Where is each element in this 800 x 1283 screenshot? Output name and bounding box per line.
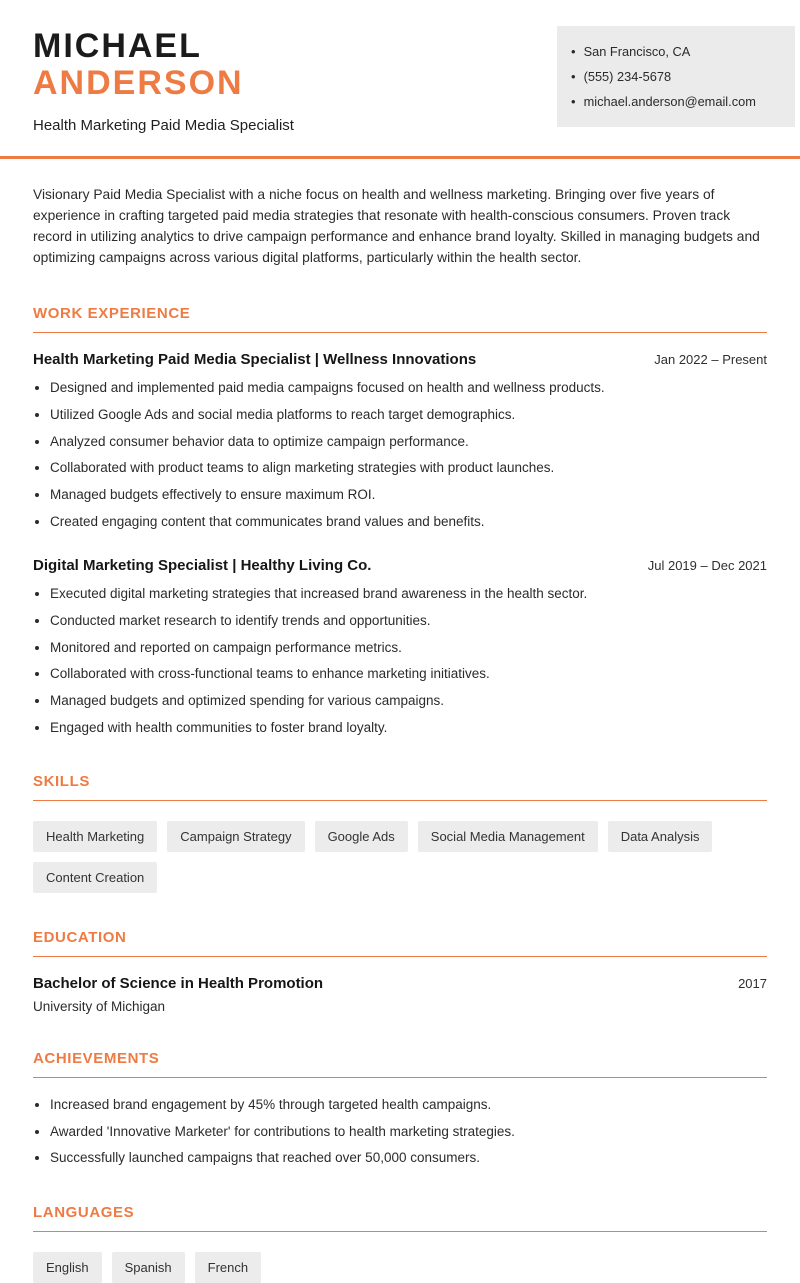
section-skills [33, 773, 767, 893]
header-divider [0, 156, 800, 159]
education-school: University of Michigan [33, 998, 166, 1014]
resume-content [0, 185, 800, 1282]
job-dates: Jul 2019 – Dec 2021 [647, 558, 767, 574]
languages-heading: LANGUAGES [33, 1204, 767, 1232]
job-bullet: • Collaborated with cross-functional teams to enhance marketing initiatives. [50, 665, 767, 683]
job-bullet: • Executed digital marketing strategies that increased brand awareness in the health sector. [50, 585, 767, 603]
contact-phone: (555) 234-5678 [583, 69, 672, 84]
job-header [33, 557, 767, 574]
contact-email: michael.anderson@email.com [583, 94, 756, 109]
skill-tag: Health Marketing [33, 821, 157, 852]
job-title-company: Digital Marketing Specialist | Healthy Living Co. [33, 557, 372, 575]
contact-location: San Francisco, CA [583, 44, 691, 59]
language-tag: French [195, 1252, 261, 1283]
skill-tag: Google Ads [315, 821, 408, 852]
job-entry [33, 351, 767, 531]
languages-tag-list [33, 1252, 767, 1283]
section-achievements [33, 1050, 767, 1168]
job-bullet: • Conducted market research to identify trends and opportunities. [50, 612, 767, 630]
skill-tag: Campaign Strategy [167, 821, 304, 852]
candidate-last-name: ANDERSON [33, 63, 244, 102]
achievements-heading: ACHIEVEMENTS [33, 1050, 767, 1078]
achievement-bullet: • Successfully launched campaigns that reached over 50,000 consumers. [50, 1149, 767, 1167]
summary-paragraph: Visionary Paid Media Specialist with a niche focus on health and wellness marketing. Bringing over five years of experience in crafting targeted paid media strategies that resonate with health-conscious consumers. Proven track record in utilizing analytics to drive campaign performance and enhance brand loyalty. Skilled in managing budgets and optimizing campaigns across various digital platforms, particularly within the health sector. [33, 187, 760, 266]
skills-tag-list [33, 821, 767, 893]
contact-list [571, 39, 779, 114]
education-entry [33, 975, 767, 992]
language-tag: Spanish [112, 1252, 185, 1283]
job-bullet: • Designed and implemented paid media campaigns focused on health and wellness products. [50, 379, 767, 397]
contact-item-phone [571, 64, 779, 89]
job-bullet: • Created engaging content that communicates brand values and benefits. [50, 513, 767, 531]
job-bullet-list [33, 585, 767, 737]
achievements-bullet-list [33, 1096, 767, 1168]
candidate-job-title: Health Marketing Paid Media Specialist [33, 117, 294, 135]
bullet-icon: • [571, 69, 576, 84]
job-bullet: • Utilized Google Ads and social media platforms to reach target demographics. [50, 406, 767, 424]
job-entry [33, 557, 767, 737]
section-education [33, 929, 767, 1014]
job-bullet: • Analyzed consumer behavior data to optimize campaign performance. [50, 433, 767, 451]
job-title-company: Health Marketing Paid Media Specialist | Wellness Innovations [33, 351, 477, 369]
job-bullet: • Engaged with health communities to foster brand loyalty. [50, 719, 767, 737]
resume-header [0, 0, 800, 134]
job-bullet: • Collaborated with product teams to align marketing strategies with product launches. [50, 459, 767, 477]
skills-heading: SKILLS [33, 773, 767, 801]
section-work-experience [33, 305, 767, 737]
section-languages [33, 1204, 767, 1283]
job-bullet: • Monitored and reported on campaign performance metrics. [50, 639, 767, 657]
education-year: 2017 [738, 975, 767, 991]
job-header [33, 351, 767, 368]
language-tag: English [33, 1252, 102, 1283]
skill-tag: Data Analysis [608, 821, 713, 852]
bullet-icon: • [571, 44, 576, 59]
work-experience-heading: WORK EXPERIENCE [33, 305, 767, 333]
contact-item-location [571, 39, 779, 64]
contact-item-email [571, 89, 779, 114]
achievement-bullet: • Increased brand engagement by 45% through targeted health campaigns. [50, 1096, 767, 1114]
job-bullet: • Managed budgets and optimized spending for various campaigns. [50, 692, 767, 710]
education-heading: EDUCATION [33, 929, 767, 957]
candidate-first-name: MICHAEL [33, 27, 202, 65]
education-degree: Bachelor of Science in Health Promotion [33, 974, 324, 992]
contact-box [557, 26, 795, 127]
candidate-name [33, 28, 294, 101]
achievement-bullet: • Awarded 'Innovative Marketer' for contributions to health marketing strategies. [50, 1123, 767, 1141]
skill-tag: Content Creation [33, 862, 157, 893]
bullet-icon: • [571, 94, 576, 109]
skill-tag: Social Media Management [418, 821, 598, 852]
job-bullet: • Managed budgets effectively to ensure maximum ROI. [50, 486, 767, 504]
job-dates: Jan 2022 – Present [654, 352, 767, 368]
job-bullet-list [33, 379, 767, 531]
header-identity [33, 26, 294, 134]
